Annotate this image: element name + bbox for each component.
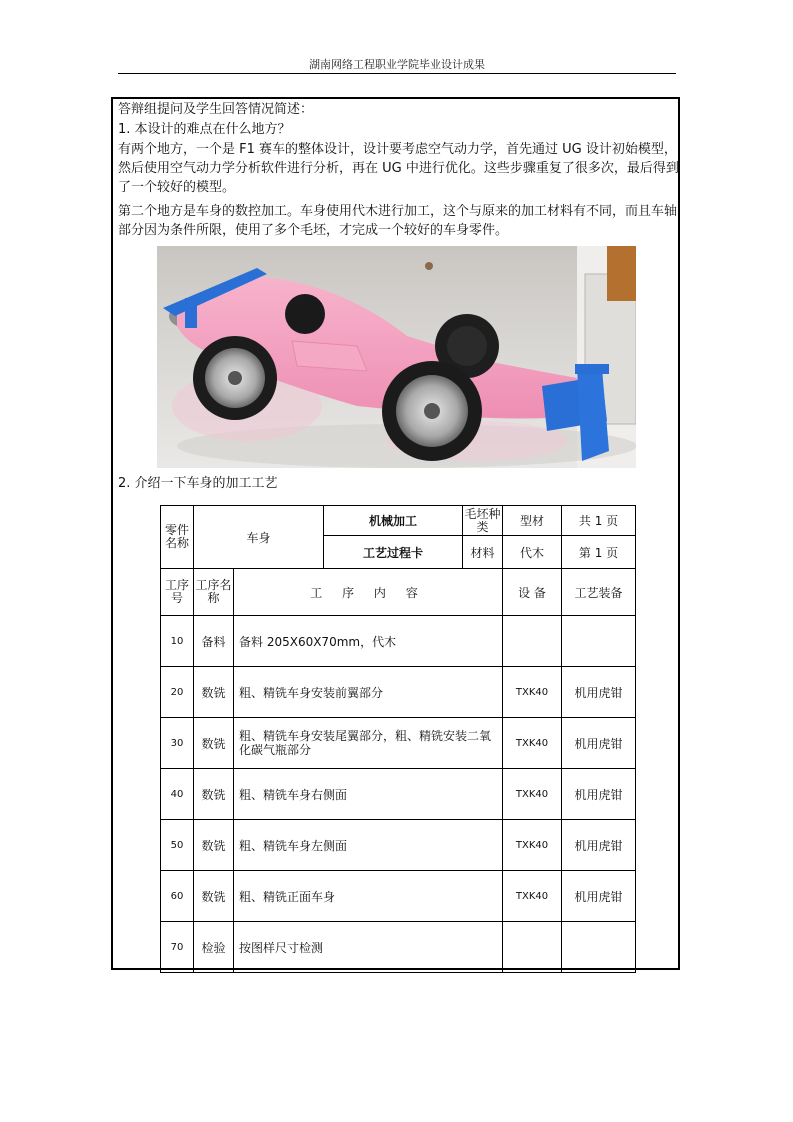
step-equipment <box>503 922 562 973</box>
step-name: 数铣 <box>194 667 234 718</box>
card-title-line-2: 工艺过程卡 <box>324 536 463 569</box>
table-row <box>161 820 636 871</box>
question-1: 1. 本设计的难点在什么地方？ <box>118 122 291 137</box>
step-no: 40 <box>161 769 194 820</box>
table-row <box>161 718 636 769</box>
material-value: 代木 <box>503 536 562 569</box>
step-content: 粗、精铣车身左侧面 <box>234 820 503 871</box>
step-tooling: 机用虎钳 <box>562 718 636 769</box>
step-no: 20 <box>161 667 194 718</box>
step-content: 粗、精铣车身安装前翼部分 <box>234 667 503 718</box>
header-rule <box>118 73 676 74</box>
step-name: 数铣 <box>194 718 234 769</box>
material-label: 材料 <box>463 536 503 569</box>
step-name: 备料 <box>194 616 234 667</box>
race-car-photo <box>157 246 636 468</box>
table-row <box>161 922 636 973</box>
step-name: 数铣 <box>194 820 234 871</box>
step-no: 10 <box>161 616 194 667</box>
question-2: 2. 介绍一下车身的加工工艺 <box>118 476 278 491</box>
step-tooling <box>562 922 636 973</box>
step-equipment <box>503 616 562 667</box>
step-name: 数铣 <box>194 769 234 820</box>
part-name-label: 零件名称 <box>161 506 194 569</box>
col-header-tooling: 工艺装备 <box>562 569 636 616</box>
table-row <box>161 616 636 667</box>
step-content: 备料 205X60X70mm，代木 <box>234 616 503 667</box>
step-no: 60 <box>161 871 194 922</box>
part-name-value: 车身 <box>194 506 324 569</box>
step-equipment: TXK40 <box>503 769 562 820</box>
step-content: 粗、精铣车身右侧面 <box>234 769 503 820</box>
table-row <box>161 667 636 718</box>
step-equipment: TXK40 <box>503 718 562 769</box>
step-tooling: 机用虎钳 <box>562 769 636 820</box>
step-no: 70 <box>161 922 194 973</box>
step-equipment: TXK40 <box>503 871 562 922</box>
col-header-content: 工 序 内 容 <box>234 569 503 616</box>
page-header: 湖南网络工程职业学院毕业设计成果 <box>309 58 485 71</box>
process-card-table <box>160 505 636 973</box>
step-content: 粗、精铣车身安装尾翼部分，粗、精铣安装二氧化碳气瓶部分 <box>234 718 503 769</box>
col-header-step-no: 工序号 <box>161 569 194 616</box>
step-name: 检验 <box>194 922 234 973</box>
step-name: 数铣 <box>194 871 234 922</box>
step-no: 50 <box>161 820 194 871</box>
step-content: 按图样尺寸检测 <box>234 922 503 973</box>
step-tooling: 机用虎钳 <box>562 667 636 718</box>
col-header-equipment: 设 备 <box>503 569 562 616</box>
card-title-line-1: 机械加工 <box>324 506 463 536</box>
col-header-step-name: 工序名称 <box>194 569 234 616</box>
table-row <box>161 871 636 922</box>
answer-1-paragraph-2: 第二个地方是车身的数控加工。车身使用代木进行加工，这个与原来的加工材料有不同，而且车轴部分因为条件所限，使用了多个毛坯，才完成一个较好的车身零件。 <box>118 204 678 238</box>
blank-type-label: 毛坯种类 <box>464 506 501 534</box>
step-no: 30 <box>161 718 194 769</box>
step-tooling: 机用虎钳 <box>562 871 636 922</box>
step-equipment: TXK40 <box>503 667 562 718</box>
page-number: 第 1 页 <box>562 536 636 569</box>
answer-1-paragraph-1: 有两个地方，一个是 F1 赛车的整体设计，设计要考虑空气动力学，首先通过 UG 设计初始模型，然后使用空气动力学分析软件进行分析，再在 UG 中进行优化。这些步骤重复了很多次，最后得到了一个较好的模型。 <box>118 142 679 195</box>
step-content: 粗、精铣正面车身 <box>234 871 503 922</box>
step-tooling: 机用虎钳 <box>562 820 636 871</box>
table-row <box>161 769 636 820</box>
total-pages: 共 1 页 <box>562 506 636 536</box>
blank-type-value: 型材 <box>503 506 562 536</box>
step-equipment: TXK40 <box>503 820 562 871</box>
qa-section-title: 答辩组提问及学生回答情况简述： <box>118 102 314 117</box>
step-tooling <box>562 616 636 667</box>
